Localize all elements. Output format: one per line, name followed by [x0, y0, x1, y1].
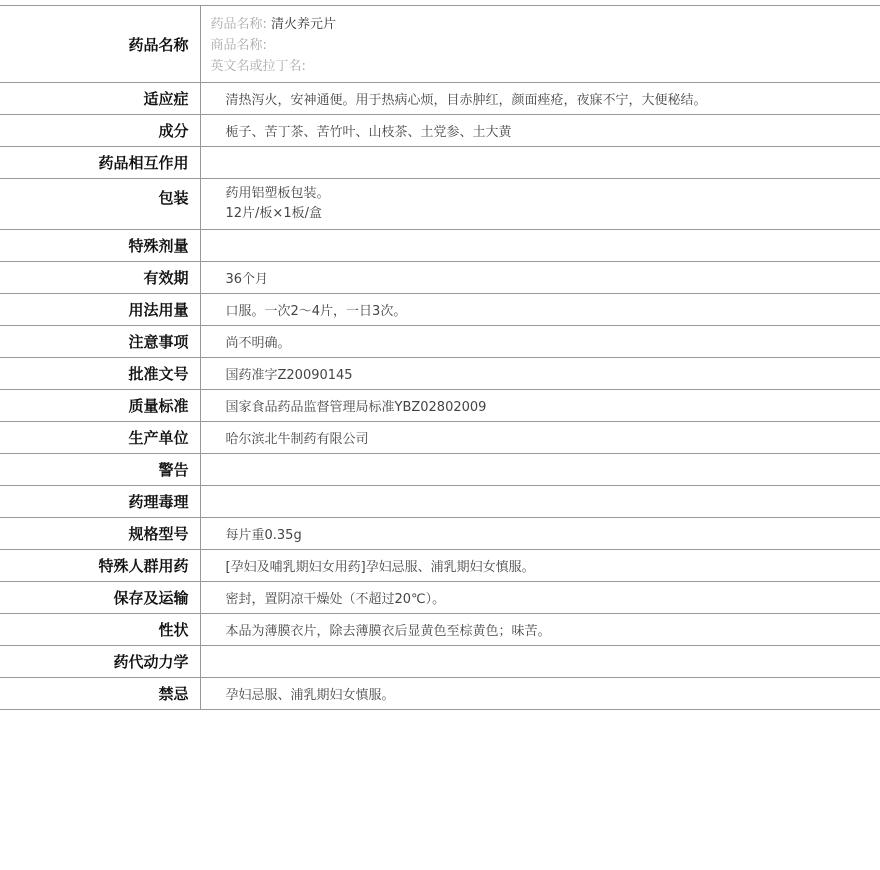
row-label: 质量标准	[0, 390, 200, 422]
row-pharmacokinetics	[0, 646, 880, 678]
row-label: 适应症	[0, 83, 200, 115]
row-value	[200, 147, 880, 179]
packaging-cell	[200, 179, 880, 230]
drug-names-cell	[200, 6, 880, 83]
row-value: 尚不明确。	[200, 326, 880, 358]
row-quality-standard	[0, 390, 880, 422]
row-usage	[0, 294, 880, 326]
row-manufacturer	[0, 422, 880, 454]
row-indication	[0, 83, 880, 115]
row-value: 哈尔滨北牛制药有限公司	[200, 422, 880, 454]
row-shelf-life	[0, 262, 880, 294]
row-value: 本品为薄膜衣片，除去薄膜衣后显黄色至棕黄色；味苦。	[200, 614, 880, 646]
row-value: 清热泻火，安神通便。用于热病心烦，目赤肿红，颜面痤疮，夜寐不宁，大便秘结。	[200, 83, 880, 115]
row-special-dosage	[0, 230, 880, 262]
row-value	[200, 486, 880, 518]
row-label: 药代动力学	[0, 646, 200, 678]
row-label: 批准文号	[0, 358, 200, 390]
row-label: 警告	[0, 454, 200, 486]
latin-name-line	[211, 56, 880, 77]
row-contraindications	[0, 678, 880, 710]
row-label: 成分	[0, 115, 200, 147]
row-label: 用法用量	[0, 294, 200, 326]
trade-name-line	[211, 35, 880, 56]
row-toxicology	[0, 486, 880, 518]
row-packaging	[0, 179, 880, 230]
row-label: 药品相互作用	[0, 147, 200, 179]
row-special-groups	[0, 550, 880, 582]
row-value: [孕妇及哺乳期妇女用药]孕妇忌服、浦乳期妇女慎服。	[200, 550, 880, 582]
row-label: 药品名称	[0, 6, 200, 83]
row-label: 生产单位	[0, 422, 200, 454]
trade-name-label: 商品名称:	[210, 38, 267, 53]
row-label: 规格型号	[0, 518, 200, 550]
row-interactions	[0, 147, 880, 179]
row-value: 国家食品药品监督管理局标准YBZ02802009	[200, 390, 880, 422]
row-label: 有效期	[0, 262, 200, 294]
row-value: 孕妇忌服、浦乳期妇女慎服。	[200, 678, 880, 710]
row-value	[200, 646, 880, 678]
packaging-line-1: 药用铝塑板包装。	[225, 186, 330, 201]
row-precautions	[0, 326, 880, 358]
row-label: 药理毒理	[0, 486, 200, 518]
row-value: 国药准字Z20090145	[200, 358, 880, 390]
row-approval-number	[0, 358, 880, 390]
row-value: 口服。一次2～4片，一日3次。	[200, 294, 880, 326]
row-drug-name	[0, 6, 880, 83]
row-label: 禁忌	[0, 678, 200, 710]
row-value	[200, 230, 880, 262]
row-label: 保存及运输	[0, 582, 200, 614]
row-storage	[0, 582, 880, 614]
generic-name-line	[211, 14, 880, 35]
row-value: 密封，置阴凉干燥处（不超过20℃）。	[200, 582, 880, 614]
row-label: 性状	[0, 614, 200, 646]
row-value: 36个月	[200, 262, 880, 294]
row-value: 栀子、苦丁茶、苦竹叶、山枝茶、土党参、土大黄	[200, 115, 880, 147]
row-value	[200, 454, 880, 486]
generic-name-value: 清火养元片	[271, 17, 337, 32]
latin-name-label: 英文名或拉丁名:	[210, 59, 306, 74]
drug-spec-table	[0, 5, 880, 710]
row-value: 每片重0.35g	[200, 518, 880, 550]
row-ingredients	[0, 115, 880, 147]
row-description	[0, 614, 880, 646]
packaging-line-2: 12片/板×1板/盒	[225, 206, 322, 221]
row-label: 注意事项	[0, 326, 200, 358]
generic-name-label: 药品名称:	[210, 17, 267, 32]
row-label: 包装	[0, 179, 200, 230]
row-warning	[0, 454, 880, 486]
row-label: 特殊人群用药	[0, 550, 200, 582]
row-specification	[0, 518, 880, 550]
row-label: 特殊剂量	[0, 230, 200, 262]
